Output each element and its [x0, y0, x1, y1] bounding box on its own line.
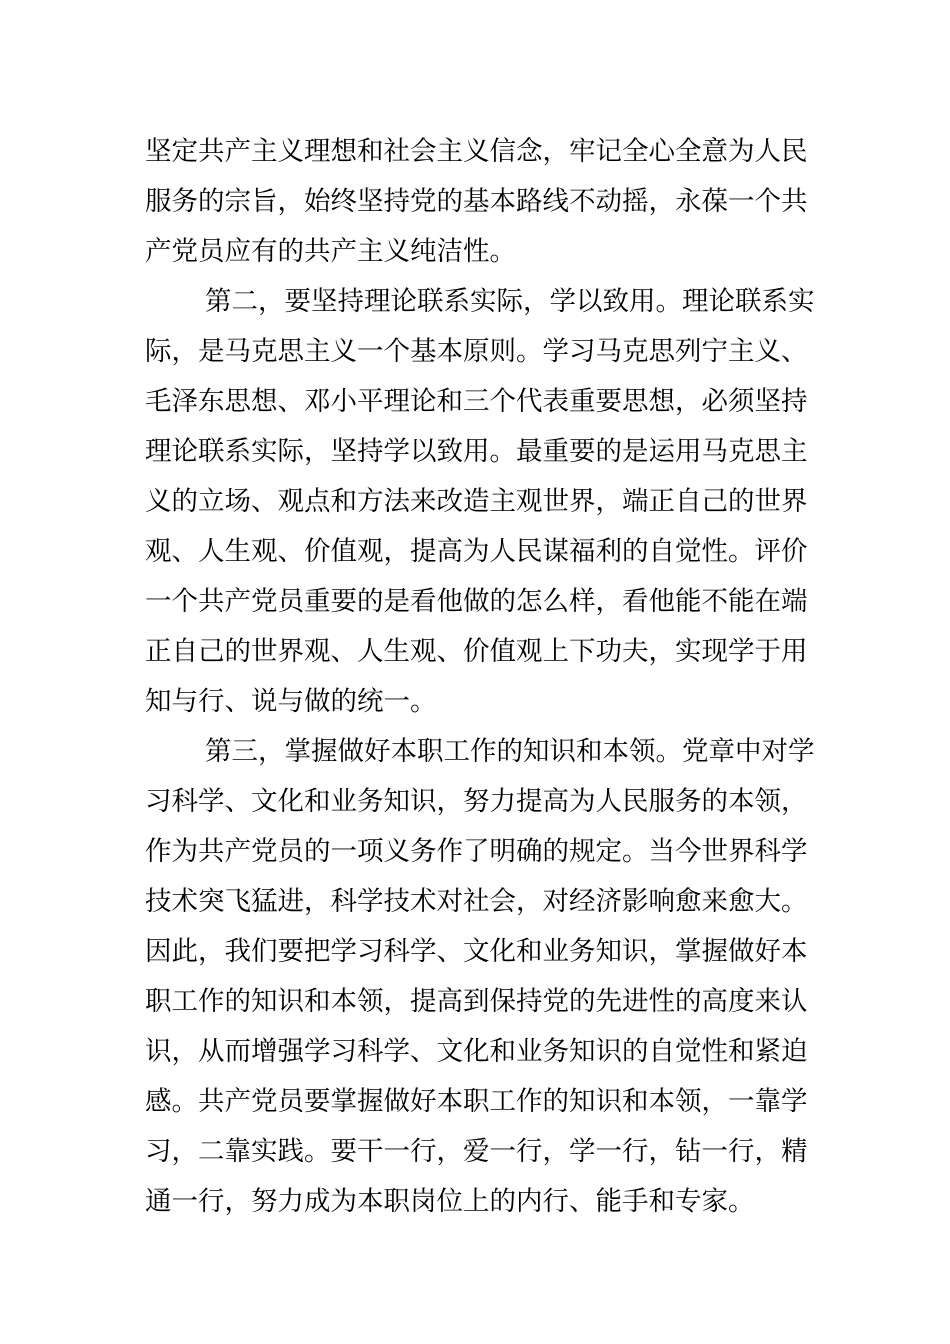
text-line: 技术突飞猛进，科学技术对社会，对经济影响愈来愈大。	[145, 886, 808, 917]
text-line: 理论联系实际，坚持学以致用。最重要的是运用马克思主	[145, 436, 808, 467]
text-line: 一个共产党员重要的是看他做的怎么样，看他能不能在端	[145, 586, 808, 617]
text-line: 通一行，努力成为本职岗位上的内行、能手和专家。	[145, 1186, 755, 1217]
text-line: 职工作的知识和本领，提高到保持党的先进性的高度来认	[145, 986, 808, 1017]
text-line: 服务的宗旨，始终坚持党的基本路线不动摇，永葆一个共	[145, 186, 808, 217]
text-line: 义的立场、观点和方法来改造主观世界，端正自己的世界	[145, 486, 808, 517]
text-line: 习，二靠实践。要干一行，爱一行，学一行，钻一行，精	[145, 1136, 808, 1167]
text-line: 产党员应有的共产主义纯洁性。	[145, 236, 516, 267]
text-line: 知与行、说与做的统一。	[145, 686, 437, 717]
text-line: 坚定共产主义理想和社会主义信念，牢记全心全意为人民	[145, 136, 808, 167]
text-line: 第二，要坚持理论联系实际，学以致用。理论联系实	[205, 286, 815, 317]
text-line: 观、人生观、价值观，提高为人民谋福利的自觉性。评价	[145, 536, 808, 567]
text-line: 毛泽东思想、邓小平理论和三个代表重要思想，必须坚持	[145, 386, 808, 417]
text-line: 识，从而增强学习科学、文化和业务知识的自觉性和紧迫	[145, 1036, 808, 1067]
text-line: 际，是马克思主义一个基本原则。学习马克思列宁主义、	[145, 336, 808, 367]
text-line: 正自己的世界观、人生观、价值观上下功夫，实现学于用	[145, 636, 808, 667]
text-line: 作为共产党员的一项义务作了明确的规定。当今世界科学	[145, 836, 808, 867]
text-line: 第三，掌握做好本职工作的知识和本领。党章中对学	[205, 736, 815, 767]
text-line: 因此，我们要把学习科学、文化和业务知识，掌握做好本	[145, 936, 808, 967]
text-line: 习科学、文化和业务知识，努力提高为人民服务的本领，	[145, 786, 808, 817]
text-line: 感。共产党员要掌握做好本职工作的知识和本领，一靠学	[145, 1086, 808, 1117]
